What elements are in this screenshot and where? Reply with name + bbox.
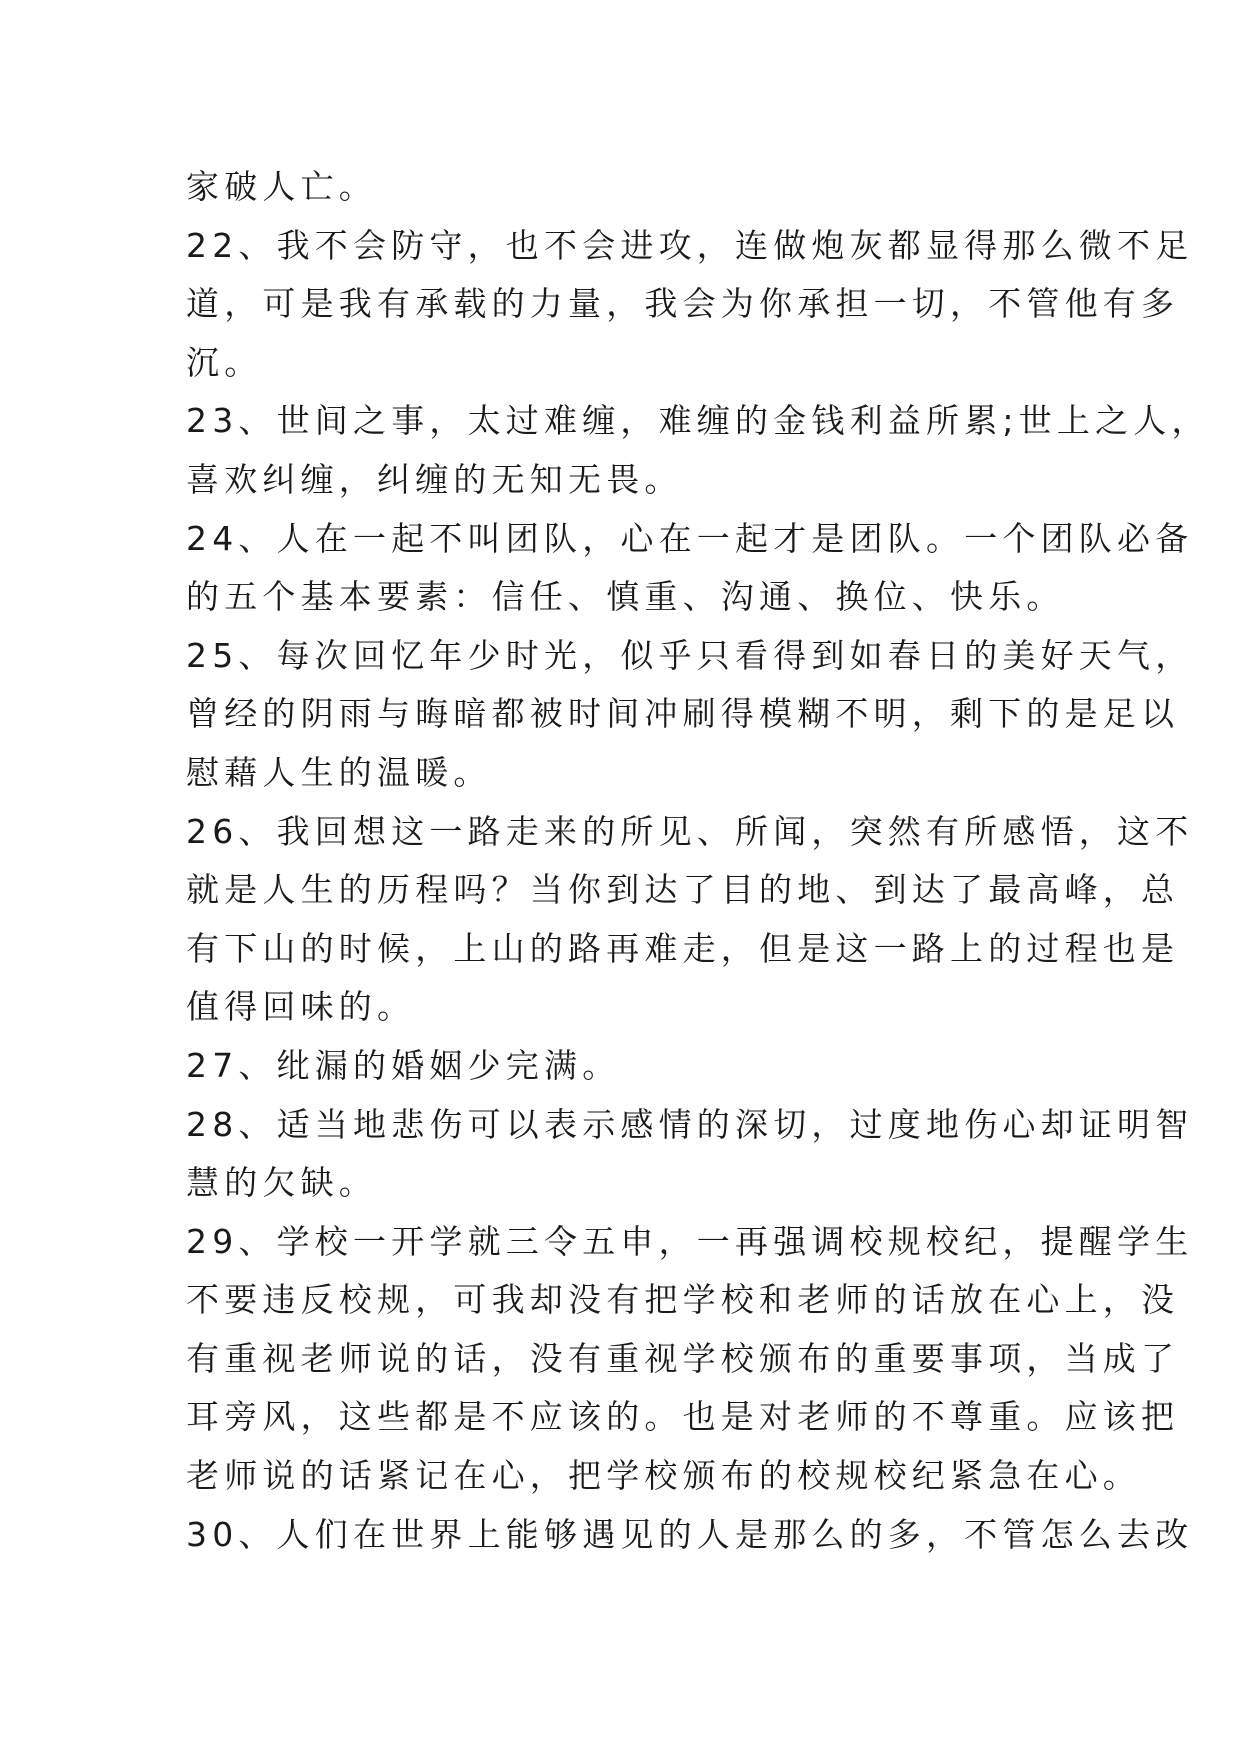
text-line: 27、纰漏的婚姻少完满。 — [186, 1045, 621, 1085]
text-line: 23、世间之事，太过难缠，难缠的金钱利益所累;世上之人， — [186, 401, 1210, 441]
text-line: 的五个基本要素：信任、慎重、沟通、换位、快乐。 — [186, 577, 1065, 617]
text-line: 家破人亡。 — [186, 167, 377, 206]
text-line: 26、我回想这一路走来的所见、所闻，突然有所感悟，这不 — [186, 811, 1194, 851]
text-line: 不要违反校规，可我却没有把学校和老师的话放在心上，没 — [186, 1280, 1180, 1320]
text-line: 慰藉人生的温暖。 — [186, 752, 492, 792]
text-line: 老师说的话紧记在心，把学校颁布的校规校纪紧急在心。 — [186, 1456, 1141, 1496]
text-line: 有下山的时候，上山的路再难走，但是这一路上的过程也是 — [186, 928, 1180, 968]
text-line: 就是人生的历程吗？当你到达了目的地、到达了最高峰，总 — [186, 870, 1180, 910]
text-line: 29、学校一开学就三令五申，一再强调校规校纪，提醒学生 — [186, 1221, 1194, 1261]
text-line: 22、我不会防守，也不会进攻，连做炮灰都显得那么微不足 — [186, 225, 1194, 265]
text-line: 道，可是我有承载的力量，我会为你承担一切，不管他有多 — [186, 284, 1180, 324]
text-line: 喜欢纠缠，纠缠的无知无畏。 — [186, 459, 683, 499]
text-line: 曾经的阴雨与晦暗都被时间冲刷得模糊不明，剩下的是足以 — [186, 694, 1180, 734]
text-line: 沉。 — [186, 342, 263, 382]
text-line: 值得回味的。 — [186, 987, 416, 1027]
document-body — [186, 158, 1210, 1564]
text-line: 耳旁风，这些都是不应该的。也是对老师的不尊重。应该把 — [186, 1397, 1180, 1437]
text-line: 24、人在一起不叫团队，心在一起才是团队。一个团队必备 — [186, 518, 1194, 558]
text-line: 25、每次回忆年少时光，似乎只看得到如春日的美好天气， — [186, 635, 1194, 675]
text-line: 28、适当地悲伤可以表示感情的深切，过度地伤心却证明智 — [186, 1104, 1194, 1144]
text-line: 30、人们在世界上能够遇见的人是那么的多，不管怎么去改 — [186, 1514, 1194, 1554]
text-line: 有重视老师说的话，没有重视学校颁布的重要事项，当成了 — [186, 1338, 1180, 1378]
text-line: 慧的欠缺。 — [186, 1163, 377, 1203]
